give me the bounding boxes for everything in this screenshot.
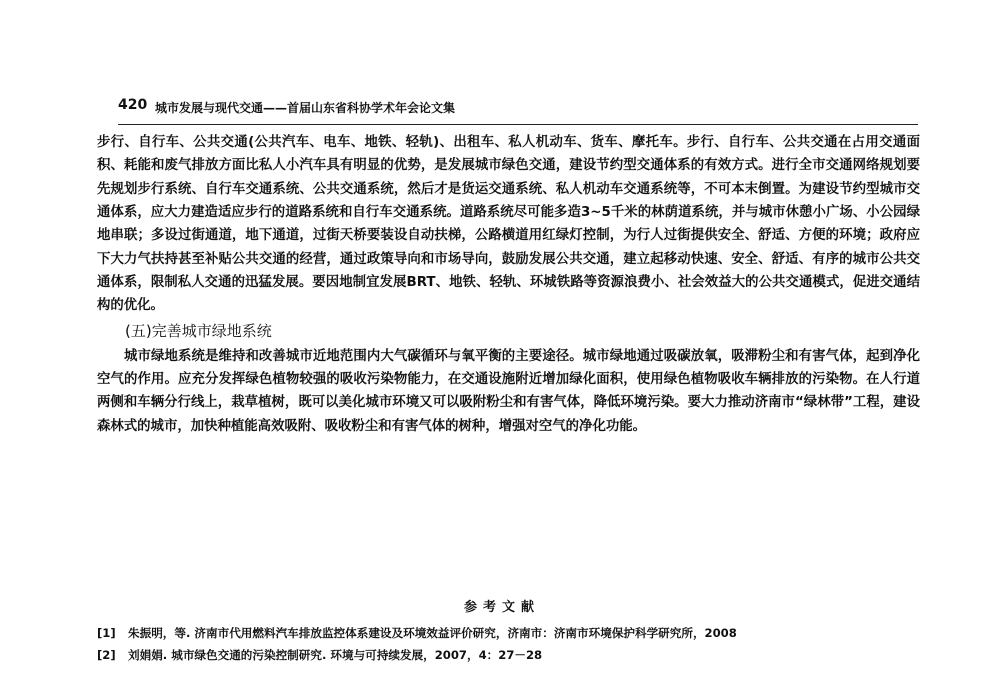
reference-item (97, 622, 920, 644)
reference-text: 朱振明，等. 济南市代用燃料汽车排放监控体系建设及环境效益评价研究，济南市：济南市环境保护科学研究所，2008 (128, 626, 737, 640)
reference-list (97, 622, 920, 666)
paragraph-transport: 步行、自行车、公共交通(公共汽车、电车、地铁、轻轨)、出租车、私人机动车、货车、摩托车。步行、自行车、公共交通在占用交通面积、耗能和废气排放方面比私人小汽车具有明显的优势，是发展城市绿色交通，建设节约型交通体系的有效方式。进行全市交通网络规划要先规划步行系统、自行车交通系统、公共交通系统，然后才是货运交通系统、私人机动车交通系统等，不可本末倒置。为建设节约型城市交通体系，应大力建造适应步行的道路系统和自行车交通系统。道路系统尽可能多造3~5千米的林荫道系统，并与城市休憩小广场、小公园绿地串联；多设过街通道，地下通道，过街天桥要装设自动扶梯，公路横道用红绿灯控制，为行人过街提供安全、舒适、方便的环境；政府应下大力气扶持甚至补贴公共交通的经营，通过政策导向和市场导向，鼓励发展公共交通，建立起移动快速、安全、舒适、有序的城市公共交通体系，限制私人交通的迅猛发展。要因地制宜发展BRT、地铁、轻轨、环城铁路等资源浪费小、社会效益大的公共交通模式，促进交通结构的优化。 (97, 135, 920, 314)
paragraph-green-space: 城市绿地系统是维持和改善城市近地范围内大气碳循环与氧平衡的主要途径。城市绿地通过吸碳放氧，吸滞粉尘和有害气体，起到净化空气的作用。应充分发挥绿色植物较强的吸收污染物能力，在交通设施附近增加绿化面积，使用绿色植物吸收车辆排放的污染物。在人行道两侧和车辆分行线上，栽草植树，既可以美化城市环境又可以吸附粉尘和有害气体，降低环境污染。要大力推动济南市“绿林带”工程，建设森林式的城市，加快种植能高效吸附、吸收粉尘和有害气体的树种，增强对空气的净化功能。 (97, 348, 920, 434)
references-title: 参考文献 (464, 600, 541, 615)
reference-text: 刘娟娟. 城市绿色交通的污染控制研究. 环境与可持续发展，2007，4：27－28 (128, 648, 543, 662)
section-heading-green-space: (五)完善城市绿地系统 (125, 321, 272, 340)
header-divider (118, 124, 918, 125)
reference-number: [1] (97, 626, 116, 640)
body-text (97, 131, 920, 438)
reference-number: [2] (97, 648, 116, 662)
running-head (118, 95, 918, 123)
journal-title: 城市发展与现代交通——首届山东省科协学术年会论文集 (155, 101, 456, 115)
page-number: 420 (118, 97, 148, 113)
reference-item (97, 644, 920, 666)
